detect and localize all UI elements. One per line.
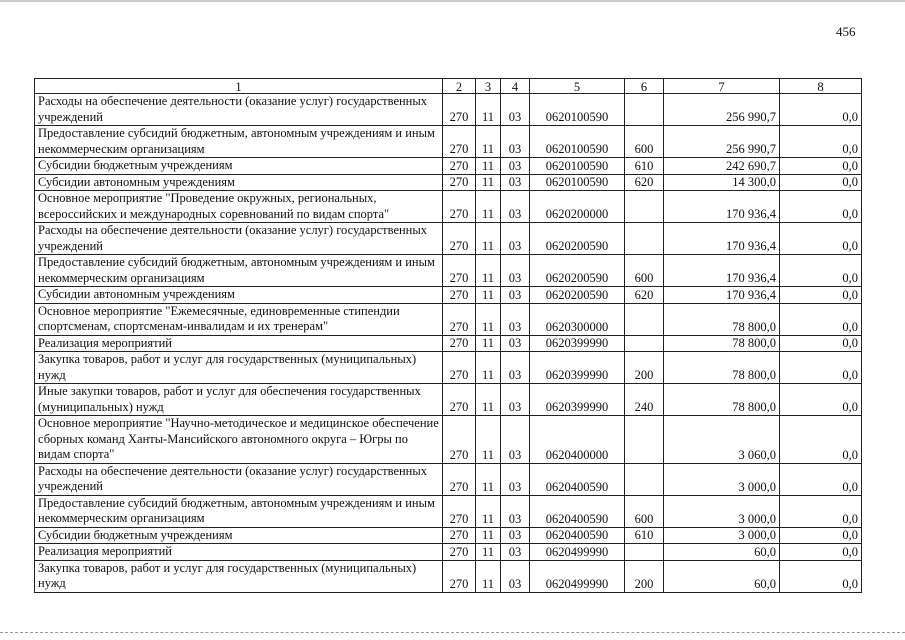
row-value-cell: 11 — [476, 560, 501, 592]
row-value-cell: 11 — [476, 463, 501, 495]
table-row — [35, 416, 862, 464]
row-name-cell: Иные закупки товаров, работ и услуг для обеспечения государственных (муниципальных) нужд — [35, 384, 443, 416]
row-value-cell: 11 — [476, 384, 501, 416]
row-value-cell: 11 — [476, 126, 501, 158]
row-value-cell: 03 — [501, 384, 530, 416]
row-value-cell: 3 060,0 — [664, 416, 780, 464]
row-value-cell: 600 — [625, 255, 664, 287]
row-name-cell: Реализация мероприятий — [35, 544, 443, 561]
row-value-cell: 270 — [443, 287, 476, 304]
row-value-cell: 03 — [501, 158, 530, 175]
row-value-cell: 270 — [443, 335, 476, 352]
table-row — [35, 303, 862, 335]
row-name-cell: Предоставление субсидий бюджетным, автономным учреждениям и иным некоммерческим организациям — [35, 495, 443, 527]
row-name-cell: Основное мероприятие "Ежемесячные, единовременные стипендии спортсменам, спортсменам-инвалидам и их тренерам" — [35, 303, 443, 335]
row-name-cell: Субсидии бюджетным учреждениям — [35, 158, 443, 175]
row-value-cell: 78 800,0 — [664, 384, 780, 416]
row-value-cell: 0,0 — [780, 527, 862, 544]
row-value-cell — [625, 223, 664, 255]
row-value-cell: 0,0 — [780, 560, 862, 592]
row-value-cell: 0,0 — [780, 352, 862, 384]
row-value-cell: 0,0 — [780, 223, 862, 255]
row-value-cell: 0,0 — [780, 335, 862, 352]
row-value-cell: 11 — [476, 527, 501, 544]
row-value-cell: 600 — [625, 126, 664, 158]
row-name-cell: Закупка товаров, работ и услуг для государственных (муниципальных) нужд — [35, 560, 443, 592]
row-value-cell — [625, 335, 664, 352]
row-value-cell: 270 — [443, 255, 476, 287]
row-value-cell: 78 800,0 — [664, 352, 780, 384]
row-value-cell: 0,0 — [780, 174, 862, 191]
row-value-cell: 0,0 — [780, 495, 862, 527]
row-value-cell: 200 — [625, 560, 664, 592]
row-value-cell: 270 — [443, 527, 476, 544]
row-value-cell: 11 — [476, 495, 501, 527]
row-value-cell: 270 — [443, 495, 476, 527]
row-value-cell: 03 — [501, 126, 530, 158]
table-row — [35, 560, 862, 592]
table-row — [35, 352, 862, 384]
row-name-cell: Реализация мероприятий — [35, 335, 443, 352]
table-row — [35, 94, 862, 126]
row-value-cell: 0620499990 — [530, 560, 625, 592]
row-value-cell: 11 — [476, 544, 501, 561]
row-value-cell — [625, 191, 664, 223]
row-value-cell: 11 — [476, 158, 501, 175]
row-value-cell: 0620100590 — [530, 126, 625, 158]
row-value-cell: 0620100590 — [530, 94, 625, 126]
row-value-cell: 0,0 — [780, 255, 862, 287]
scan-bottom-edge — [0, 632, 905, 634]
row-value-cell: 78 800,0 — [664, 335, 780, 352]
header-cell: 7 — [664, 79, 780, 94]
row-value-cell: 270 — [443, 94, 476, 126]
row-value-cell: 11 — [476, 223, 501, 255]
row-value-cell: 0620100590 — [530, 174, 625, 191]
row-name-cell: Предоставление субсидий бюджетным, автономным учреждениям и иным некоммерческим организациям — [35, 255, 443, 287]
row-value-cell: 11 — [476, 335, 501, 352]
row-name-cell: Расходы на обеспечение деятельности (оказание услуг) государственных учреждений — [35, 223, 443, 255]
row-value-cell: 0,0 — [780, 384, 862, 416]
row-value-cell: 0620200590 — [530, 223, 625, 255]
row-value-cell: 0620399990 — [530, 384, 625, 416]
row-value-cell: 11 — [476, 174, 501, 191]
row-value-cell: 270 — [443, 416, 476, 464]
header-cell: 6 — [625, 79, 664, 94]
table-row — [35, 158, 862, 175]
row-value-cell: 0,0 — [780, 94, 862, 126]
row-value-cell: 270 — [443, 158, 476, 175]
row-value-cell: 0620400000 — [530, 416, 625, 464]
header-cell: 4 — [501, 79, 530, 94]
row-value-cell: 256 990,7 — [664, 126, 780, 158]
row-value-cell: 3 000,0 — [664, 463, 780, 495]
row-name-cell: Субсидии автономным учреждениям — [35, 174, 443, 191]
row-value-cell: 270 — [443, 560, 476, 592]
row-value-cell: 270 — [443, 384, 476, 416]
row-value-cell: 0620499990 — [530, 544, 625, 561]
row-value-cell: 240 — [625, 384, 664, 416]
row-value-cell: 11 — [476, 94, 501, 126]
row-value-cell: 270 — [443, 223, 476, 255]
row-value-cell: 270 — [443, 544, 476, 561]
row-name-cell: Закупка товаров, работ и услуг для государственных (муниципальных) нужд — [35, 352, 443, 384]
row-value-cell: 14 300,0 — [664, 174, 780, 191]
row-value-cell: 0620200590 — [530, 255, 625, 287]
row-value-cell: 620 — [625, 287, 664, 304]
row-value-cell: 0,0 — [780, 416, 862, 464]
row-value-cell — [625, 303, 664, 335]
row-value-cell: 200 — [625, 352, 664, 384]
header-row — [35, 79, 862, 94]
row-name-cell: Основное мероприятие "Научно-методическое и медицинское обеспечение сборных команд Ханты-Мансийского автономного округа – Югры по видам спорта" — [35, 416, 443, 464]
scan-top-edge — [0, 0, 905, 2]
row-value-cell: 3 000,0 — [664, 495, 780, 527]
row-value-cell: 11 — [476, 287, 501, 304]
row-value-cell: 242 690,7 — [664, 158, 780, 175]
row-value-cell: 270 — [443, 303, 476, 335]
row-name-cell: Субсидии бюджетным учреждениям — [35, 527, 443, 544]
row-value-cell: 270 — [443, 191, 476, 223]
row-value-cell: 170 936,4 — [664, 223, 780, 255]
row-value-cell: 0,0 — [780, 463, 862, 495]
row-value-cell: 0620400590 — [530, 463, 625, 495]
row-value-cell: 256 990,7 — [664, 94, 780, 126]
table-row — [35, 335, 862, 352]
row-name-cell: Субсидии автономным учреждениям — [35, 287, 443, 304]
row-value-cell: 0,0 — [780, 303, 862, 335]
table-row — [35, 384, 862, 416]
row-value-cell: 270 — [443, 126, 476, 158]
row-value-cell: 03 — [501, 174, 530, 191]
table-row — [35, 255, 862, 287]
row-value-cell — [625, 544, 664, 561]
table-row — [35, 495, 862, 527]
header-cell: 3 — [476, 79, 501, 94]
row-value-cell: 610 — [625, 158, 664, 175]
row-value-cell: 03 — [501, 527, 530, 544]
row-value-cell: 0620400590 — [530, 495, 625, 527]
table-row — [35, 463, 862, 495]
row-value-cell: 0620100590 — [530, 158, 625, 175]
row-value-cell: 03 — [501, 335, 530, 352]
row-value-cell: 170 936,4 — [664, 191, 780, 223]
header-cell: 5 — [530, 79, 625, 94]
row-value-cell: 03 — [501, 287, 530, 304]
row-value-cell: 03 — [501, 416, 530, 464]
row-name-cell: Предоставление субсидий бюджетным, автономным учреждениям и иным некоммерческим организациям — [35, 126, 443, 158]
row-value-cell: 11 — [476, 191, 501, 223]
row-value-cell: 270 — [443, 174, 476, 191]
row-value-cell — [625, 416, 664, 464]
row-value-cell: 0620200590 — [530, 287, 625, 304]
page-number: 456 — [836, 24, 856, 39]
header-cell: 1 — [35, 79, 443, 94]
row-value-cell: 270 — [443, 463, 476, 495]
row-value-cell: 03 — [501, 463, 530, 495]
row-value-cell: 78 800,0 — [664, 303, 780, 335]
row-value-cell: 11 — [476, 303, 501, 335]
row-value-cell: 60,0 — [664, 560, 780, 592]
row-value-cell: 170 936,4 — [664, 287, 780, 304]
row-value-cell: 3 000,0 — [664, 527, 780, 544]
table-row — [35, 287, 862, 304]
row-value-cell: 620 — [625, 174, 664, 191]
row-value-cell: 0620399990 — [530, 335, 625, 352]
row-value-cell: 03 — [501, 495, 530, 527]
row-value-cell: 0620400590 — [530, 527, 625, 544]
table-row — [35, 191, 862, 223]
row-name-cell: Расходы на обеспечение деятельности (оказание услуг) государственных учреждений — [35, 94, 443, 126]
table-row — [35, 544, 862, 561]
row-value-cell: 270 — [443, 352, 476, 384]
table-row — [35, 126, 862, 158]
budget-table — [34, 78, 862, 593]
row-value-cell: 610 — [625, 527, 664, 544]
row-value-cell — [625, 463, 664, 495]
row-value-cell: 600 — [625, 495, 664, 527]
row-value-cell: 03 — [501, 303, 530, 335]
row-value-cell: 03 — [501, 560, 530, 592]
row-value-cell — [625, 94, 664, 126]
row-value-cell: 03 — [501, 255, 530, 287]
row-value-cell: 11 — [476, 352, 501, 384]
row-value-cell: 0,0 — [780, 191, 862, 223]
row-value-cell: 11 — [476, 416, 501, 464]
row-value-cell: 11 — [476, 255, 501, 287]
row-value-cell: 60,0 — [664, 544, 780, 561]
row-value-cell: 0,0 — [780, 126, 862, 158]
row-value-cell: 0620200000 — [530, 191, 625, 223]
row-value-cell: 03 — [501, 352, 530, 384]
row-value-cell: 0,0 — [780, 544, 862, 561]
row-value-cell: 03 — [501, 191, 530, 223]
row-name-cell: Расходы на обеспечение деятельности (оказание услуг) государственных учреждений — [35, 463, 443, 495]
row-value-cell: 03 — [501, 94, 530, 126]
table-row — [35, 223, 862, 255]
row-name-cell: Основное мероприятие "Проведение окружных, региональных, всероссийских и международных соревнований по видам спорта" — [35, 191, 443, 223]
row-value-cell: 0,0 — [780, 287, 862, 304]
row-value-cell: 03 — [501, 544, 530, 561]
row-value-cell: 0620300000 — [530, 303, 625, 335]
row-value-cell: 03 — [501, 223, 530, 255]
row-value-cell: 170 936,4 — [664, 255, 780, 287]
row-value-cell: 0,0 — [780, 158, 862, 175]
table-row — [35, 527, 862, 544]
header-cell: 2 — [443, 79, 476, 94]
header-cell: 8 — [780, 79, 862, 94]
row-value-cell: 0620399990 — [530, 352, 625, 384]
table-row — [35, 174, 862, 191]
